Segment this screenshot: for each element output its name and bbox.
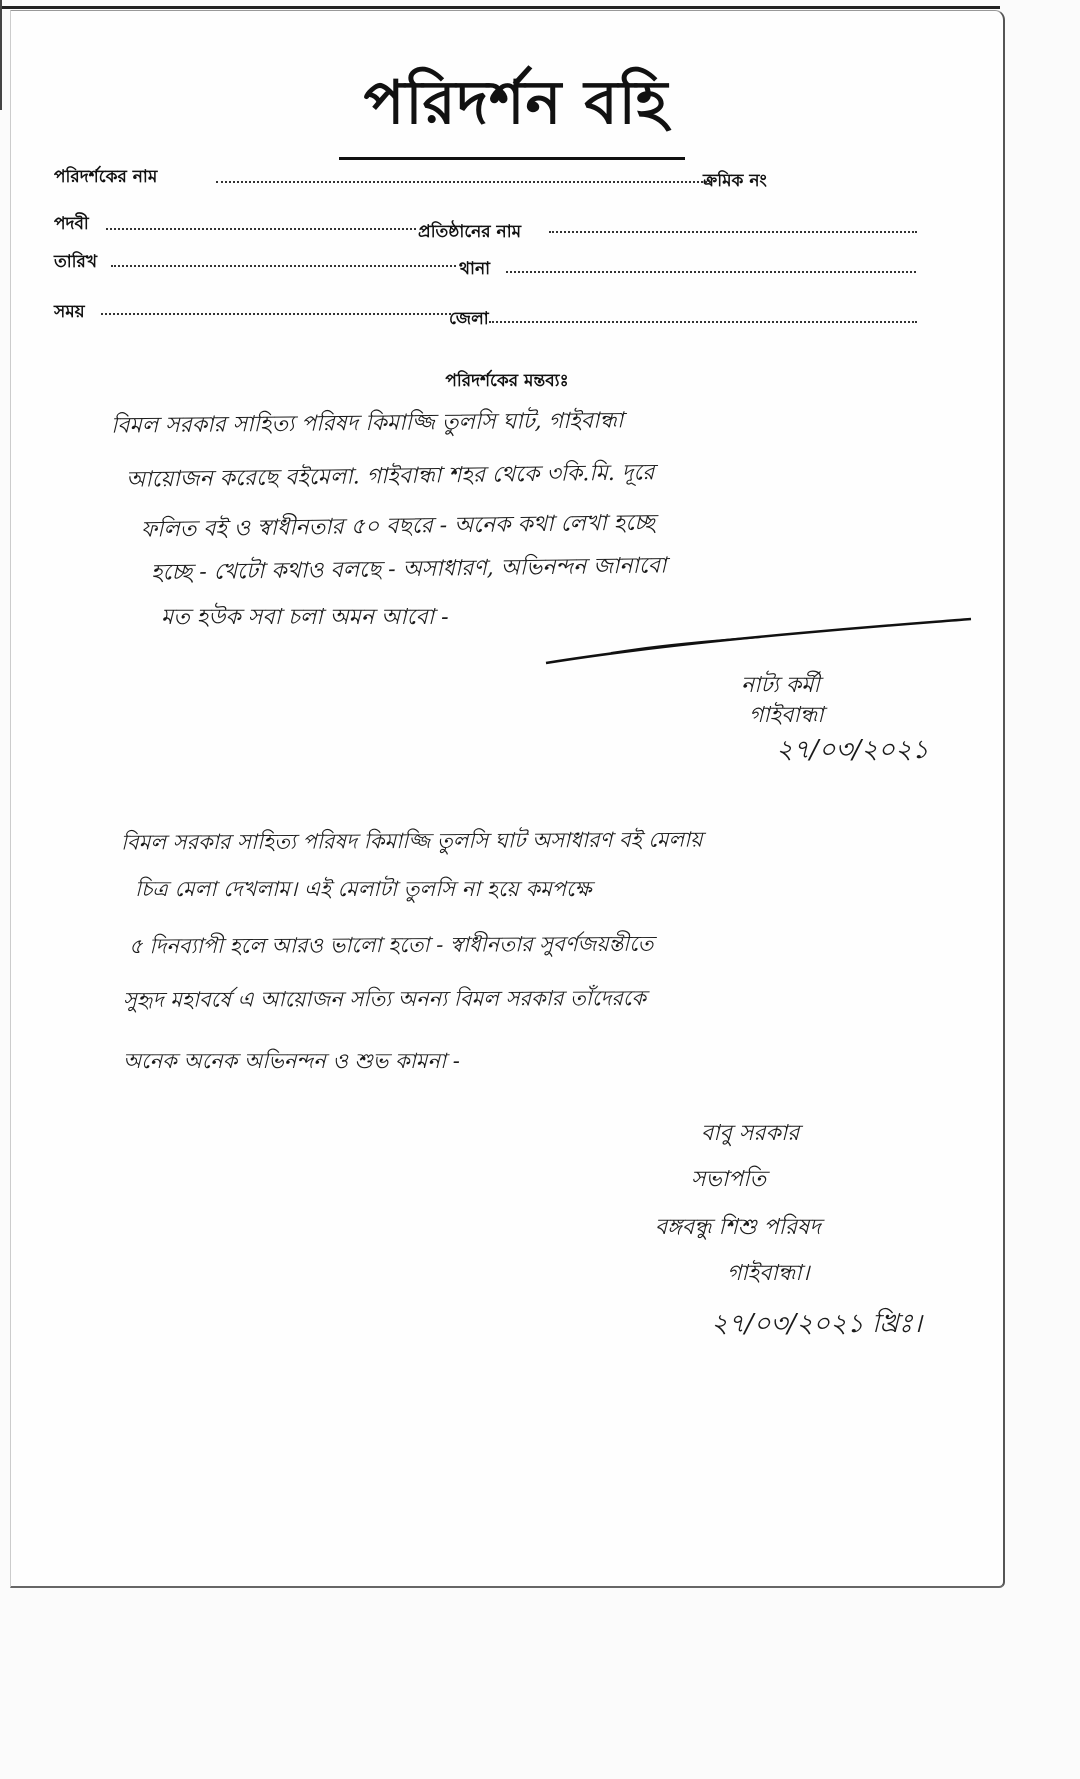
police-station-field	[506, 271, 916, 273]
district-label: জেলা	[449, 309, 489, 329]
institution-name-field	[549, 231, 917, 233]
remark-line: হচ্ছে - খেটো কথাও বলছে - অসাধারণ, অভিনন্দন জানাবো	[150, 553, 667, 586]
page-title: পরিদর্শন বহি	[363, 68, 669, 138]
remarks-heading: পরিদর্শকের মন্তব্যঃ	[445, 371, 569, 391]
remark-line: ফলিত বই ও স্বাধীনতার ৫০ বছরে - অনেক কথা লেখা হচ্ছে	[140, 510, 656, 543]
inspector-name-label: পরিদর্শকের নাম	[54, 167, 158, 187]
remark-line: বিমল সরকার সাহিত্য পরিষদ কিমাজ্জি তুলসি ঘাট, গাইবান্ধা	[110, 408, 624, 439]
designation-field	[106, 228, 416, 230]
remark-line: চিত্র মেলা দেখলাম। এই মেলাটা তুলসি না হয়ে কমপক্ষে	[135, 877, 592, 901]
title-underline	[339, 157, 685, 160]
remark-line: মত হউক সবা চলা অমন আবো -	[161, 605, 449, 630]
signature-line: গাইবান্ধা।	[727, 1261, 810, 1286]
time-label: সময়	[54, 302, 85, 322]
remark-line: অনেক অনেক অভিনন্দন ও শুভ কামনা -	[123, 1049, 460, 1073]
scan-top-edge	[0, 6, 1000, 9]
signature-line: গাইবান্ধা	[749, 703, 824, 728]
inspector-name-field	[216, 181, 711, 183]
time-field	[101, 313, 451, 315]
signature-scribble	[541, 611, 981, 671]
remark-line: ৫ দিনব্যাপী হলে আরও ভালো হতো - স্বাধীনতার সুবর্ণজয়ন্তীতে	[128, 931, 654, 959]
signature-line: সভাপতি	[691, 1167, 767, 1192]
district-field	[489, 321, 917, 323]
inspection-book-page	[10, 10, 1005, 1588]
signature-date: ২৭/০৩/২০২১ খ্রিঃ।	[711, 1309, 922, 1339]
date-field	[111, 265, 456, 267]
signature-line: নাট্য কর্মী	[741, 673, 820, 698]
signature-date: ২৭/০৩/২০২১	[776, 735, 929, 765]
serial-no-label: ক্রমিক নং	[703, 171, 767, 191]
signature-line: বাবু সরকার	[701, 1121, 800, 1146]
designation-label: পদবী	[54, 214, 89, 234]
institution-name-label: প্রতিষ্ঠানের নাম	[418, 222, 522, 242]
signature-line: বঙ্গবন্ধু শিশু পরিষদ	[655, 1215, 821, 1240]
remark-line: বিমল সরকার সাহিত্য পরিষদ কিমাজ্জি তুলসি ঘাট অসাধারণ বই মেলায়	[120, 827, 703, 855]
remark-line: আয়োজন করেছে বইমেলা. গাইবান্ধা শহর থেকে ৩কি.মি. দূরে	[125, 460, 655, 493]
remark-line: সুহৃদ মহাবর্ষে এ আয়োজন সত্যি অনন্য বিমল সরকার তাঁদেরকে	[122, 986, 647, 1012]
date-label: তারিখ	[54, 252, 98, 272]
scan-left-edge	[0, 0, 2, 110]
police-station-label: থানা	[459, 259, 491, 279]
